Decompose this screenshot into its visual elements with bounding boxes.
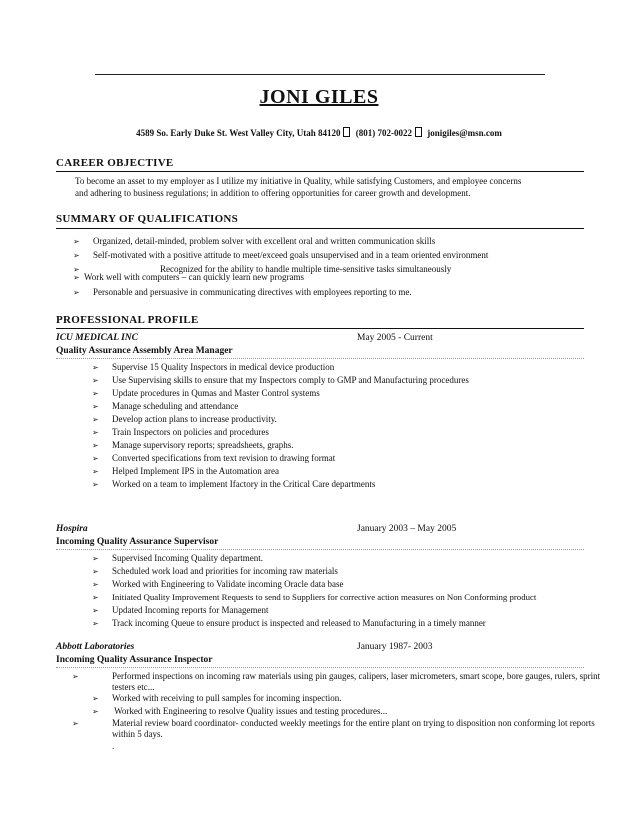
arrow-bullet-icon: ➢: [92, 707, 99, 716]
job-bullet: ➢ Train Inspectors on policies and procedures: [92, 427, 269, 437]
arrow-bullet-icon: ➢: [92, 428, 99, 437]
job-bullet: ➢ Worked on a team to implement Ifactory in the Critical Care departments: [92, 479, 376, 489]
job-title: Incoming Quality Assurance Inspector: [56, 655, 213, 665]
arrow-bullet-icon: ➢: [92, 593, 99, 602]
arrow-bullet-icon: ➢: [92, 619, 99, 628]
job-bullet: ➢ Updated Incoming reports for Management: [92, 605, 269, 615]
candidate-name: JONI GILES: [259, 86, 379, 108]
section-heading-summary: SUMMARY OF QUALIFICATIONS: [56, 213, 239, 225]
job-dates: January 2003 – May 2005: [357, 524, 457, 534]
company-name: ICU MEDICAL INC: [56, 333, 139, 343]
job-bullet: ➢ Worked with Engineering to Validate incoming Oracle data base: [92, 579, 344, 589]
arrow-bullet-icon: ➢: [92, 402, 99, 411]
section-rule: [56, 328, 584, 329]
job-bullet: ➢ Supervised Incoming Quality department.: [92, 553, 263, 563]
summary-item: ➢ Recognized for the ability to handle multiple time-sensitive tasks simultaneously: [73, 264, 452, 274]
arrow-bullet-icon: ➢: [92, 376, 99, 385]
arrow-bullet-icon: ➢: [92, 554, 99, 563]
job-bullet: ➢ Track incoming Queue to ensure product is inspected and released to Manufacturing in a timely manner: [92, 618, 486, 628]
job-bullet: ➢ Update procedures in Qumas and Master Control systems: [92, 388, 320, 398]
arrow-bullet-icon: ➢: [72, 672, 79, 681]
job-bullet: ➢ Worked with Engineering to resolve Quality issues and testing procedures...: [92, 706, 388, 716]
section-rule: [56, 171, 584, 172]
job-dates: May 2005 - Current: [357, 333, 433, 343]
arrow-bullet-icon: ➢: [73, 265, 80, 274]
arrow-bullet-icon: ➢: [92, 454, 99, 463]
trailing-dot: .: [112, 741, 115, 751]
arrow-bullet-icon: ➢: [92, 363, 99, 372]
job-bullet: ➢ Supervise 15 Quality Inspectors in medical device production: [92, 362, 335, 372]
arrow-bullet-icon: ➢: [92, 606, 99, 615]
summary-item: ➢ Organized, detail-minded, problem solver with excellent oral and written communication skills: [73, 236, 436, 246]
arrow-bullet-icon: ➢: [73, 237, 80, 246]
job-bullet: ➢ Initiated Quality Improvement Requests to send to Suppliers for corrective action measures on Non Conforming product: [92, 592, 537, 602]
arrow-bullet-icon: ➢: [92, 480, 99, 489]
job-title: Quality Assurance Assembly Area Manager: [56, 346, 233, 356]
phone: (801) 702-0022: [355, 128, 412, 138]
arrow-bullet-icon: ➢: [92, 441, 99, 450]
contact-line: [0, 127, 638, 138]
arrow-bullet-icon: ➢: [92, 567, 99, 576]
arrow-bullet-icon: ➢: [73, 251, 80, 260]
arrow-bullet-icon: ➢: [92, 694, 99, 703]
arrow-bullet-icon: ➢: [92, 467, 99, 476]
separator-box-icon: [343, 127, 350, 137]
summary-item: ➢ Work well with computers – can quickly learn new programs: [73, 272, 304, 282]
company-name: Hospira: [56, 524, 88, 534]
job-bullet: ➢ Performed inspections on incoming raw materials using pin gauges, calipers, laser micrometers, smart scope, bore gauges, rulers, sprint testers etc...: [72, 671, 601, 692]
arrow-bullet-icon: ➢: [92, 389, 99, 398]
job-title: Incoming Quality Assurance Supervisor: [56, 537, 219, 547]
dotted-rule: [56, 549, 584, 550]
objective-line-1: To become an asset to my employer as I utilize my initiative in Quality, while satisfying Customers, and employee concerns: [75, 176, 522, 186]
job-bullet: ➢ Manage supervisory reports; spreadsheets, graphs.: [92, 440, 294, 450]
section-rule: [56, 228, 584, 229]
arrow-bullet-icon: ➢: [92, 580, 99, 589]
arrow-bullet-icon: ➢: [73, 273, 80, 282]
job-bullet: ➢ Worked with receiving to pull samples for incoming inspection.: [92, 693, 342, 703]
dotted-rule: [56, 358, 584, 359]
job-bullet: ➢ Helped Implement IPS in the Automation area: [92, 466, 279, 476]
section-heading-objective: CAREER OBJECTIVE: [56, 157, 174, 169]
email: jonigiles@msn.com: [427, 128, 502, 138]
separator-box-icon: [415, 127, 422, 137]
job-bullet: ➢ Use Supervising skills to ensure that my Inspectors comply to GMP and Manufacturing procedures: [92, 375, 469, 385]
job-bullet: ➢ Develop action plans to increase productivity.: [92, 414, 277, 424]
arrow-bullet-icon: ➢: [92, 415, 99, 424]
objective-line-2: and adhering to business regulations; in addition to offering opportunities for career growth and development.: [75, 188, 471, 198]
job-dates: January 1987- 2003: [357, 642, 433, 652]
address: 4589 So. Early Duke St. West Valley City, Utah 84120: [136, 128, 341, 138]
job-bullet: ➢ Manage scheduling and attendance: [92, 401, 239, 411]
job-bullet: ➢ Converted specifications from text revision to drawing format: [92, 453, 336, 463]
summary-item: ➢ Personable and persuasive in communicating directives with employees reporting to me.: [73, 287, 412, 297]
job-bullet: ➢ Material review board coordinator- conducted weekly meetings for the entire plant on trying to disposition non conforming lot reports within 5 days.: [72, 718, 595, 739]
top-rule: [95, 74, 545, 75]
arrow-bullet-icon: ➢: [73, 288, 80, 297]
company-name: Abbott Laboratories: [56, 642, 135, 652]
dotted-rule: [56, 667, 584, 668]
arrow-bullet-icon: ➢: [72, 719, 79, 728]
section-heading-profile: PROFESSIONAL PROFILE: [56, 314, 199, 326]
summary-item: ➢ Self-motivated with a positive attitude to meet/exceed goals unsupervised and in a team oriented environment: [73, 250, 489, 260]
job-bullet: ➢ Scheduled work load and priorities for incoming raw materials: [92, 566, 338, 576]
